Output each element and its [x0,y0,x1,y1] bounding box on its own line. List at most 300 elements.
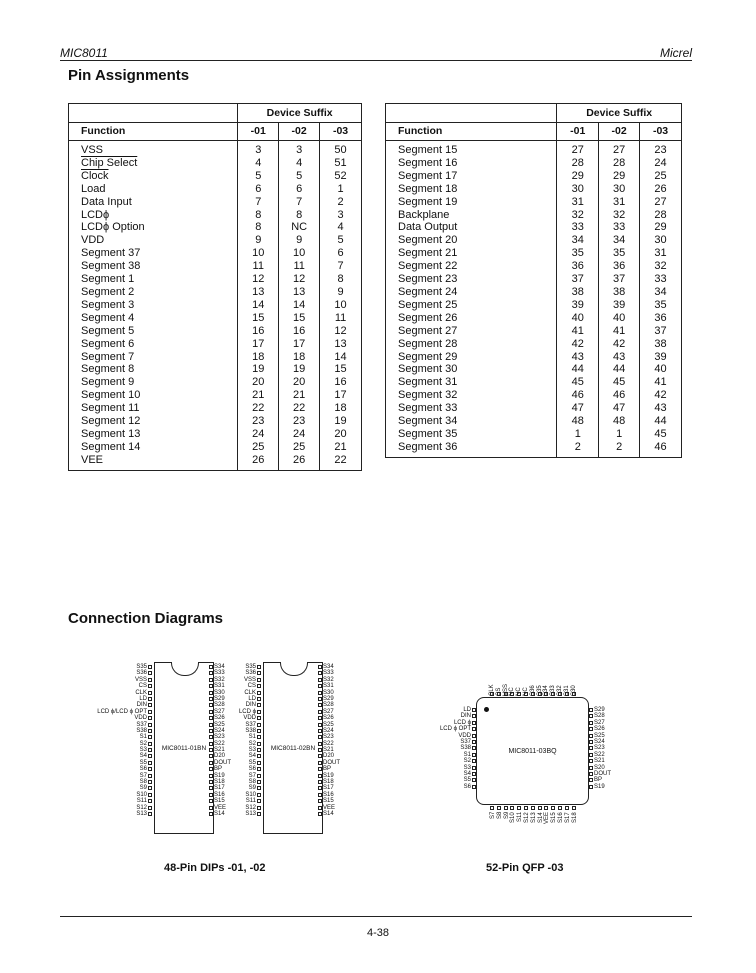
pin-label: S8 [496,812,503,820]
pin-cell: 23 [238,415,279,428]
pin-cell: 48 [557,415,599,428]
pin-label: CLK [97,690,152,696]
dip-caption: 48-Pin DIPs -01, -02 [164,862,266,874]
pin-cell: 18 [238,351,279,364]
function-cell: Segment 35 [386,428,557,441]
qfp-top-ticks [490,692,578,696]
table-row [69,428,362,441]
pin-label: S16 [318,792,340,798]
pin-cell: 3 [320,209,362,222]
pin-cell: 34 [557,234,599,247]
table-row [386,415,682,428]
table-row [69,441,362,454]
pin-cell: 12 [279,273,320,286]
pin-label: S19 [318,773,340,779]
pin-label: S23 [589,745,611,751]
pin-label: S8 [239,779,261,785]
pin-cell: 42 [640,389,682,402]
pin-cell: 26 [279,454,320,470]
pin-label: S11 [97,798,152,804]
pin-label: LCD ϕ [239,709,261,715]
connection-diagrams-title: Connection Diagrams [68,610,224,627]
pin-cell: 19 [279,363,320,376]
pin-cell: 5 [238,170,279,183]
pin-cell: 13 [320,338,362,351]
pin-label: S21 [209,747,231,753]
pin-label: S14 [318,811,340,817]
pin-cell: 39 [640,351,682,364]
dip2-left-pins [239,664,261,817]
pin-cell: 30 [599,183,640,196]
pin-cell: 11 [320,312,362,325]
table-row [69,273,362,286]
pin-cell: 33 [599,221,640,234]
pin-label: S23 [209,734,231,740]
function-cell: Load [69,183,238,196]
pin-cell: 37 [557,273,599,286]
pin-cell: 15 [320,363,362,376]
device-suffix-header: Device Suffix [238,104,362,123]
pin-label: S34 [209,664,231,670]
dip2-notch [280,662,308,676]
pin-label: S34 [318,664,340,670]
pin-cell: 5 [279,170,320,183]
pin-cell: 21 [279,389,320,402]
pin-label: S12 [523,812,530,823]
function-cell: Data Input [69,196,238,209]
pin-label: S17 [318,785,340,791]
pin-label: LCD ϕ/LCD ϕ OPT [97,709,152,715]
pin-label: S33 [550,685,557,696]
pin-cell: 41 [640,376,682,389]
dip1-right-pins [209,664,231,817]
pin-label: S2 [440,758,476,764]
pin-label: S23 [318,734,340,740]
pin-cell: 28 [640,209,682,222]
pin-cell: 37 [599,273,640,286]
function-cell: Segment 3 [69,299,238,312]
pin-cell: 35 [599,247,640,260]
pin-cell: 23 [279,415,320,428]
function-cell: Segment 16 [386,157,557,170]
function-cell: Segment 22 [386,260,557,273]
pin-cell: 18 [320,402,362,415]
pin-cell: 13 [279,286,320,299]
pin-cell: 24 [640,157,682,170]
pin-cell: 40 [557,312,599,325]
pin-label: S12 [97,805,152,811]
pin-cell: 11 [279,260,320,273]
pin-label: S34 [543,685,550,696]
table-row [69,376,362,389]
pin-cell: 29 [640,221,682,234]
dip2-package [263,662,323,834]
pin-cell: 36 [640,312,682,325]
pin-label: S21 [589,758,611,764]
pin-cell: 19 [320,415,362,428]
pin-label: S5 [97,760,152,766]
pin-cell: 25 [640,170,682,183]
pin-label: S33 [209,670,231,676]
function-cell: Segment 13 [69,428,238,441]
pin-label: S1 [97,734,152,740]
pin-label: S16 [209,792,231,798]
dip1-label: MIC8011-01BN [161,745,207,752]
pin-cell: 12 [238,273,279,286]
pin-label: S10 [510,812,517,823]
table-row [386,196,682,209]
pin-cell: 13 [238,286,279,299]
table-row [69,170,362,183]
pin-label: S33 [318,670,340,676]
pin-label: CLK [489,684,495,696]
pin-table-left [68,103,362,471]
pin-cell: 33 [640,273,682,286]
pin-label: S32 [209,677,231,683]
function-cell: VSS [69,141,238,157]
pin-label: S18 [209,779,231,785]
dip1-package [154,662,214,834]
col-01-header: -01 [238,123,279,141]
table-row [69,402,362,415]
pin-cell: 14 [320,351,362,364]
function-cell: Segment 5 [69,325,238,338]
pin-label: VSS [97,677,152,683]
pin-cell: 21 [238,389,279,402]
pin-cell: 24 [238,428,279,441]
pin-cell: 28 [557,157,599,170]
pin-label: S1 [239,734,261,740]
pin-cell: 8 [238,209,279,222]
pin-cell: 7 [279,196,320,209]
pin-cell: 16 [279,325,320,338]
function-cell: Segment 27 [386,325,557,338]
qfp-package [476,697,589,805]
table-row [69,415,362,428]
pin-cell: 14 [279,299,320,312]
function-cell: Segment 15 [386,141,557,157]
pin-cell: 27 [557,141,599,157]
table-row [386,141,682,157]
pin-label: NC [522,687,529,696]
pin-label: S3 [97,747,152,753]
pin-cell: 39 [599,299,640,312]
pin-label: DOUT [209,760,231,766]
pin-cell: 17 [238,338,279,351]
dip1-left-pins [97,664,152,817]
table-row [386,325,682,338]
table-row [69,260,362,273]
pin-label: S19 [209,773,231,779]
table-row [386,273,682,286]
pin-label: S27 [209,709,231,715]
pin-label: S2 [97,741,152,747]
pin-label: CS [239,683,261,689]
pin-cell: 45 [640,428,682,441]
pin-label: S28 [318,702,340,708]
header-brand: Micrel [660,46,692,60]
function-cell: VEE [69,454,238,470]
pin-cell: 2 [599,441,640,457]
col-03-header: -03 [320,123,362,141]
pin-label: VEE [209,805,231,811]
device-suffix-header: Device Suffix [557,104,682,123]
qfp-bottom-pins [490,812,578,832]
function-header: Function [386,123,557,141]
pin-cell: NC [279,221,320,234]
pin-label: S37 [97,722,152,728]
table-row [69,389,362,402]
table-row [69,221,362,234]
pin-cell: 40 [599,312,640,325]
pin-cell: 8 [238,221,279,234]
pin-cell: 32 [599,209,640,222]
table-row [69,363,362,376]
pin-label: S6 [440,784,476,790]
pin-cell: 50 [320,141,362,157]
function-cell: Segment 17 [386,170,557,183]
pin-cell: 6 [279,183,320,196]
pin-cell: 30 [640,234,682,247]
pin-label: S10 [239,792,261,798]
pin-label: S10 [97,792,152,798]
pin-label: S35 [239,664,261,670]
pin-label: S22 [589,752,611,758]
pin-label: DOUT [318,760,340,766]
function-cell: Segment 7 [69,351,238,364]
pin-cell: 9 [320,286,362,299]
pin-cell: 1 [599,428,640,441]
pin-label: S13 [530,812,537,823]
table-row [69,338,362,351]
header-part-number: MIC8011 [60,46,108,60]
function-cell: Segment 20 [386,234,557,247]
col-02-header: -02 [599,123,640,141]
pin-cell: 12 [320,325,362,338]
pin-label: S9 [503,812,510,820]
function-cell: Data Output [386,221,557,234]
pin-label: VSS [502,683,509,696]
pin-cell: 35 [640,299,682,312]
function-cell: Segment 34 [386,415,557,428]
qfp-right-pins [589,707,611,790]
pin-label: S7 [239,773,261,779]
function-cell: Chip Select [69,157,238,170]
function-cell: Segment 32 [386,389,557,402]
pin-label: S11 [517,812,524,823]
pin-cell: 8 [320,273,362,286]
table-row [386,376,682,389]
pin-label: S18 [318,779,340,785]
pin-cell: 20 [320,428,362,441]
table-row [386,183,682,196]
pin-cell: 4 [279,157,320,170]
suffix-spacer [386,104,557,123]
pin-label: S37 [239,722,261,728]
pin-label: DIN [239,702,261,708]
function-cell: Segment 31 [386,376,557,389]
pin-label: S37 [440,739,476,745]
pin-cell: 19 [238,363,279,376]
pin-label: S26 [589,726,611,732]
pin-cell: 1 [320,183,362,196]
qfp-label: MIC8011-03BQ [508,748,557,755]
function-cell: VDD [69,234,238,247]
table-row [69,141,362,157]
pin-label: S36 [529,685,536,696]
table-row [69,157,362,170]
pin-label: D20 [318,753,340,759]
pin-cell: 44 [599,363,640,376]
pin-cell: 14 [238,299,279,312]
table-row [386,157,682,170]
pin-label: NC [509,687,516,696]
pin-cell: 38 [640,338,682,351]
table-row [386,402,682,415]
function-header: Function [69,123,238,141]
pin-cell: 9 [238,234,279,247]
pin-label: S31 [209,683,231,689]
pin-label: LCD ϕ OPT [440,726,476,732]
pin-label: S29 [209,696,231,702]
header-rule [60,60,692,61]
pin-cell: 44 [557,363,599,376]
dip2-label: MIC8011-02BN [270,745,316,752]
pin-label: VSS [239,677,261,683]
pin-label: S15 [209,798,231,804]
col-01-header: -01 [557,123,599,141]
pin-cell: 45 [599,376,640,389]
table-row [69,286,362,299]
pin-label: BP [209,766,231,772]
pin-cell: 44 [640,415,682,428]
page-number: 4-38 [366,927,390,939]
pin-assignments-title: Pin Assignments [68,67,190,84]
pin-cell: 51 [320,157,362,170]
pin-cell: 39 [557,299,599,312]
table-row [69,312,362,325]
pin-label: S3 [239,747,261,753]
pin-cell: 27 [599,141,640,157]
pin-cell: 16 [320,376,362,389]
function-cell: Segment 25 [386,299,557,312]
pin-label: S31 [318,683,340,689]
table-row [69,299,362,312]
pin-cell: 42 [557,338,599,351]
pin-label: S35 [97,664,152,670]
pin-cell: 36 [599,260,640,273]
table-row [386,260,682,273]
pin-cell: 37 [640,325,682,338]
pin-label: S24 [318,728,340,734]
pin-cell: 7 [320,260,362,273]
pin-label: DIN [440,713,476,719]
table-row [69,196,362,209]
pin-cell: 17 [320,389,362,402]
pin-label: S32 [318,677,340,683]
pin-cell: 45 [557,376,599,389]
table-row [386,247,682,260]
pin-cell: 42 [599,338,640,351]
pin-label: S18 [571,812,578,823]
pin-cell: 40 [640,363,682,376]
table-row [69,351,362,364]
table-row [386,389,682,402]
table-row [69,234,362,247]
pin-label: CS [97,683,152,689]
pin-cell: 2 [320,196,362,209]
qfp-left-pins [440,707,476,790]
table-row [386,234,682,247]
pin-cell: 47 [599,402,640,415]
table-row [386,170,682,183]
dip1-notch [171,662,199,676]
pin-label: S11 [239,798,261,804]
pin-label: CLK [239,690,261,696]
table-row [386,286,682,299]
function-cell: Clock [69,170,238,183]
pin-cell: 5 [320,234,362,247]
pin-cell: 41 [557,325,599,338]
pin-label: S5 [239,760,261,766]
function-cell: Segment 23 [386,273,557,286]
pin-cell: 10 [279,247,320,260]
pin-cell: 26 [238,454,279,470]
pin-label: S38 [97,728,152,734]
function-cell: Segment 36 [386,441,557,457]
function-cell: Segment 29 [386,351,557,364]
table-row [386,351,682,364]
table-row [69,454,362,470]
table-row [386,299,682,312]
table-row [69,247,362,260]
pin-cell: 24 [279,428,320,441]
pin-cell: 35 [557,247,599,260]
function-cell: Segment 24 [386,286,557,299]
function-cell: Segment 28 [386,338,557,351]
col-02-header: -02 [279,123,320,141]
pin-cell: 41 [599,325,640,338]
pin-label: S28 [209,702,231,708]
pin-cell: 22 [320,454,362,470]
pin-label: S2 [239,741,261,747]
pin-cell: 31 [599,196,640,209]
pin-cell: 20 [238,376,279,389]
function-cell: Segment 30 [386,363,557,376]
pin-label: VEE [544,812,551,825]
pin-label: S25 [318,722,340,728]
pin-cell: 43 [640,402,682,415]
pin-label: S1 [440,752,476,758]
pin-label: LD [239,696,261,702]
function-cell: Segment 37 [69,247,238,260]
pin-cell: 25 [279,441,320,454]
function-cell: Segment 10 [69,389,238,402]
pin-cell: 28 [599,157,640,170]
pin-label: S31 [563,685,570,696]
pin-label: S32 [556,685,563,696]
pin-cell: 6 [320,247,362,260]
pin-label: S16 [557,812,564,823]
pin-cell: 31 [640,247,682,260]
pin-table-right [385,103,682,458]
pin-label: S6 [97,766,152,772]
pin-label: S26 [318,715,340,721]
pin-label: S25 [209,722,231,728]
function-cell: Segment 18 [386,183,557,196]
pin-label: S17 [209,785,231,791]
function-cell: Segment 12 [69,415,238,428]
